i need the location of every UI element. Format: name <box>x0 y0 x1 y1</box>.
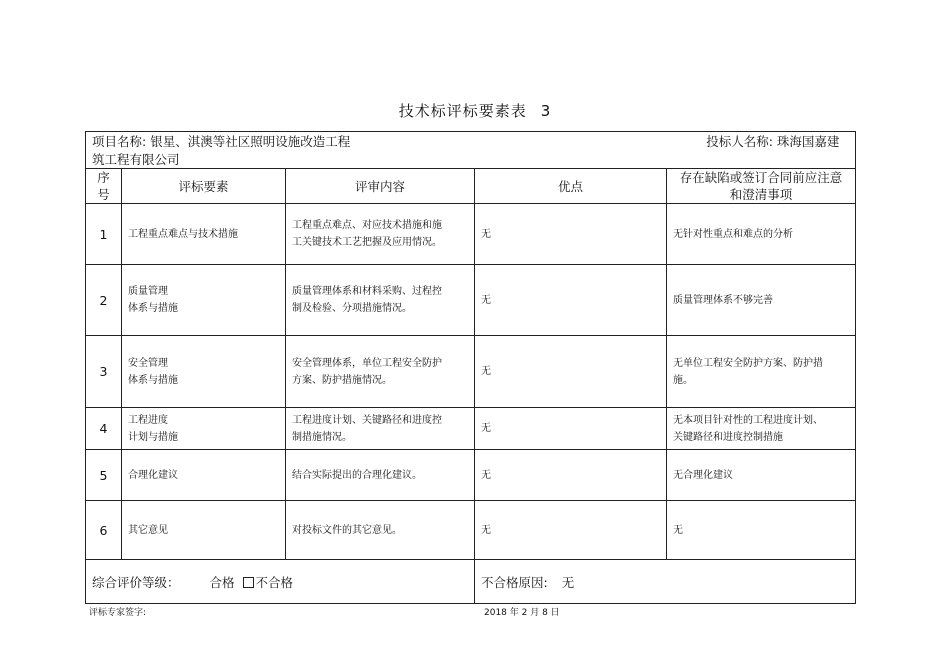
row-element-line: 合理化建议 <box>128 469 178 481</box>
row-number: 1 <box>86 204 122 265</box>
header-defects-line1: 存在缺陷或签订合同前应注意 <box>679 170 843 185</box>
header-no: 序号 <box>86 169 122 204</box>
row-defects <box>667 501 856 560</box>
pass-option: 合格 <box>209 574 235 590</box>
row-content-line: 方案、防护措施情况。 <box>292 374 392 386</box>
row-element <box>122 204 286 265</box>
row-merits: 无 <box>475 336 667 408</box>
header-row <box>86 169 856 204</box>
title-text: 技术标评标要素表 <box>398 102 527 120</box>
table-row <box>86 408 856 450</box>
row-element-line: 体系与措施 <box>128 303 178 314</box>
header-content: 评审内容 <box>286 169 475 204</box>
summary-row <box>86 560 856 604</box>
row-element <box>122 265 286 336</box>
header-merits: 优点 <box>475 169 667 204</box>
row-number: 6 <box>86 501 122 560</box>
row-content-line: 结合实际提出的合理化建议。 <box>292 469 422 481</box>
row-content-line: 工程重点难点、对应技术措施和施 <box>292 220 442 231</box>
row-element-line: 其它意见 <box>128 524 168 536</box>
row-content <box>286 450 475 501</box>
row-defects <box>667 450 856 501</box>
row-merits: 无 <box>475 204 667 265</box>
row-merits: 无 <box>475 501 667 560</box>
row-defects <box>667 336 856 408</box>
row-element-line: 计划与措施 <box>128 431 178 443</box>
row-defects-line: 施。 <box>673 374 693 386</box>
header-defects-line2: 和澄清事项 <box>729 187 793 202</box>
row-content <box>286 204 475 265</box>
row-defects <box>667 265 856 336</box>
row-number: 5 <box>86 450 122 501</box>
project-name-label: 项目名称: <box>92 134 147 149</box>
row-element-line: 工程进度 <box>128 414 168 426</box>
project-info-row <box>86 132 856 169</box>
row-element <box>122 336 286 408</box>
row-element-line: 质量管理 <box>128 286 168 297</box>
fail-option: 不合格 <box>255 574 294 590</box>
row-element <box>122 501 286 560</box>
signature-date: 2018 年 2 月 8 日 <box>484 608 560 618</box>
table-row <box>86 450 856 501</box>
row-defects-line: 质量管理体系不够完善 <box>673 294 773 306</box>
reason-label: 不合格原因: <box>481 574 548 590</box>
row-element-line: 安全管理 <box>128 357 168 369</box>
fail-checkbox[interactable] <box>243 577 254 588</box>
row-defects-line: 无 <box>673 524 683 536</box>
rating-cell <box>86 560 475 604</box>
row-number: 2 <box>86 265 122 336</box>
row-defects <box>667 204 856 265</box>
row-content-line: 工程进度计划、关键路径和进度控 <box>292 414 442 426</box>
project-name-value: 银星、淇澳等社区照明设施改造工程 <box>150 134 351 149</box>
row-merits: 无 <box>475 450 667 501</box>
row-defects-line: 无针对性重点和难点的分析 <box>673 228 793 240</box>
row-element-line: 工程重点难点与技术措施 <box>128 228 238 240</box>
row-defects <box>667 408 856 450</box>
row-content <box>286 336 475 408</box>
title-number: 3 <box>540 102 552 120</box>
row-content-line: 安全管理体系，单位工程安全防护 <box>292 357 442 369</box>
row-content <box>286 265 475 336</box>
header-defects <box>667 169 856 204</box>
bidder-name-label: 投标人名称: <box>706 134 773 149</box>
signature-label: 评标专家签字: <box>89 608 147 618</box>
table-row <box>86 265 856 336</box>
table-row <box>86 336 856 408</box>
bidder-name-value: 珠海国嘉建筑工程有限公司 <box>92 134 840 167</box>
row-merits: 无 <box>475 265 667 336</box>
row-content <box>286 408 475 450</box>
reason-cell <box>475 560 856 604</box>
row-number: 3 <box>86 336 122 408</box>
reason-value: 无 <box>561 574 575 590</box>
row-content-line: 制措施情况。 <box>292 431 352 443</box>
row-content-line: 对投标文件的其它意见。 <box>292 524 402 536</box>
row-element <box>122 450 286 501</box>
row-defects-line: 无单位工程安全防护方案、防护措 <box>673 357 823 369</box>
row-merits: 无 <box>475 408 667 450</box>
row-element-line: 体系与措施 <box>128 374 178 386</box>
row-content <box>286 501 475 560</box>
table-row <box>86 501 856 560</box>
table-row <box>86 204 856 265</box>
row-defects-line: 无合理化建议 <box>673 469 733 481</box>
page-title <box>0 100 950 121</box>
row-element <box>122 408 286 450</box>
row-number: 4 <box>86 408 122 450</box>
rating-label: 综合评价等级： <box>92 574 180 590</box>
row-content-line: 质量管理体系和材料采购、过程控 <box>292 286 442 297</box>
header-element: 评标要素 <box>122 169 286 204</box>
row-content-line: 工关键技术工艺把握及应用情况。 <box>292 237 442 248</box>
row-defects-line: 无本项目针对性的工程进度计划、 <box>673 414 823 426</box>
row-defects-line: 关键路径和进度控制措施 <box>673 431 783 443</box>
evaluation-table <box>85 131 856 604</box>
row-content-line: 制及检验、分项措施情况。 <box>292 303 412 314</box>
project-info-cell <box>86 132 856 169</box>
